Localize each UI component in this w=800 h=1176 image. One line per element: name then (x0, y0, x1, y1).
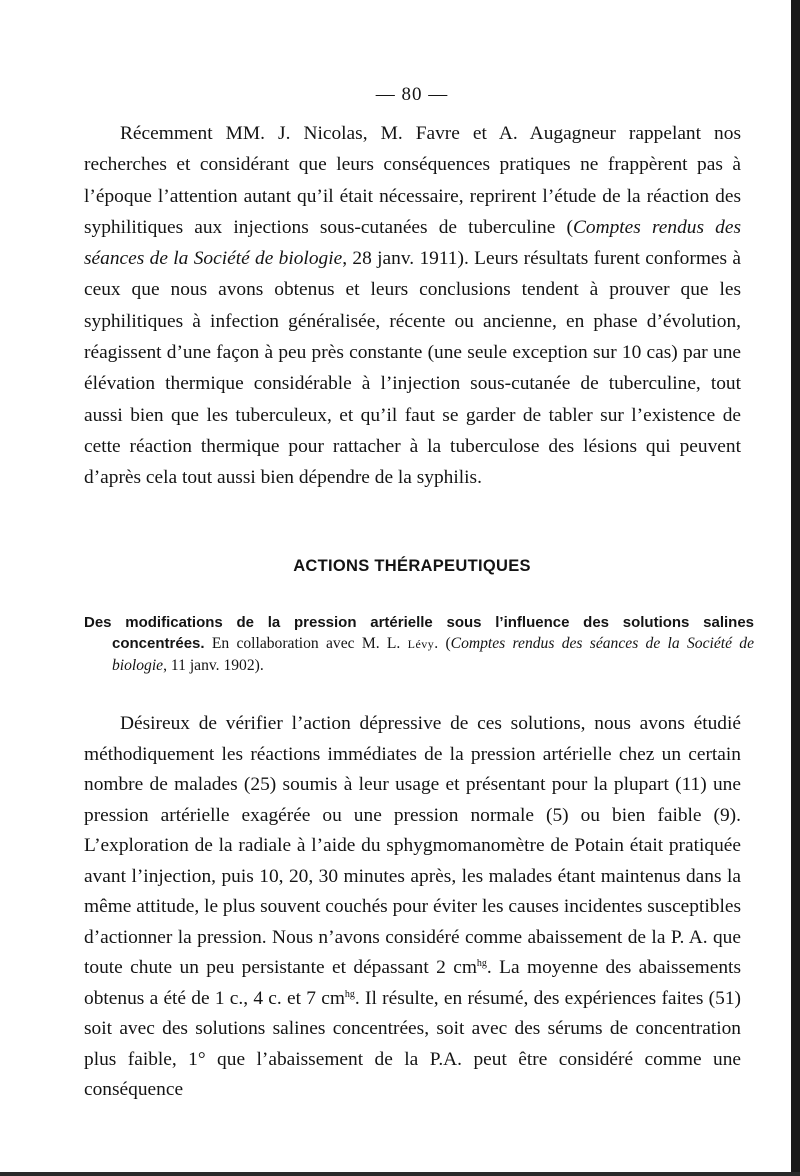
unit-superscript: hg (344, 988, 355, 1000)
reference-title: Des modifications de la pression artérielle sous l’influence des solutions salines concentrées. (84, 614, 754, 652)
reference-date: , 11 janv. 1902). (163, 657, 264, 674)
bibliographic-reference: Des modifications de la pression artérielle sous l’influence des solutions salines concentrées. En collaboration avec M. L. Lévy. (Comptes rendus des séances de la Société de biologie, 11 janv. 1902). (84, 614, 755, 674)
collaborator-name: Lévy (407, 637, 435, 651)
unit-superscript: hg (476, 958, 487, 969)
scan-edge-bottom (0, 1172, 800, 1176)
section-heading: ACTIONS THÉRAPEUTIQUES (293, 557, 531, 575)
paragraph-pression-arterielle: Désireux de vérifier l’action dépressive de ces solutions, nous avons étudié méthodiquement les réactions immédiates de la pression artérielle chez un certain nombre de malades (25) soumis à leur usage et présentant pour la plupart (11) une pression artérielle exagérée ou une pression normale (5) ou bien faible (9). L’exploration de la radiale à l’aide du sphygmomanomètre de Potain était pratiquée avant l’injection, puis 10, 20, 30 minutes après, les malades étant maintenus dans la même attitude, le plus souvent couchés pour éviter les causes incidentes susceptibles d’actionner la pression. Nous n’avons considéré comme abaissement de la P. A. que toute chute un peu persistante et dépassant 2 $cm^{hg}$. La moyenne des abaissements obtenus a été de 1 c., 4 c. et 7 $cm^{hg}$. Il résulte, en résumé, des expériences faites (51) soit avec des solutions salines concentrées, soit avec des sérums de concentration plus faible, 1° que l’abaissement de la P.A. peut être considéré comme une conséquence (84, 713, 741, 1100)
scan-edge-right (791, 0, 800, 1176)
reference-source: Comptes rendus des séances de la Société de biologie (112, 635, 755, 674)
page-number: — 80 — (375, 84, 449, 105)
source-comptes-rendus: Comptes rendus des séances de la Société de biologie (84, 216, 741, 270)
paragraph-nicolas-favre-augagneur: Récemment MM. J. Nicolas, M. Favre et A. Augagneur rappelant nos recherches et considérant que leurs conséquences pratiques ne frappèrent pas à l’époque l’attention autant qu’il était nécessaire, reprirent l’étude de la réaction des syphilitiques aux injections sous-cutanées de tuberculine (Comptes rendus des séances de la Société de biologie, 28 janv. 1911). Leurs résultats furent conformes à ceux que nous avons obtenus et leurs conclusions tendent à prouver que les syphilitiques à infection généralisée, récente ou ancienne, en phase d’évolution, réagissent d’une façon à peu près constante (une seule exception sur 10 cas) par une élévation thermique considérable à l’injection sous-cutanée de tuberculine, tout aussi bien que les tuberculeux, et qu’il faut se garder de tabler sur l’existence de cette réaction thermique pour rattacher à la tuberculose des lésions qui peuvent d’après cela tout aussi bien dépendre de la syphilis. (84, 123, 742, 489)
